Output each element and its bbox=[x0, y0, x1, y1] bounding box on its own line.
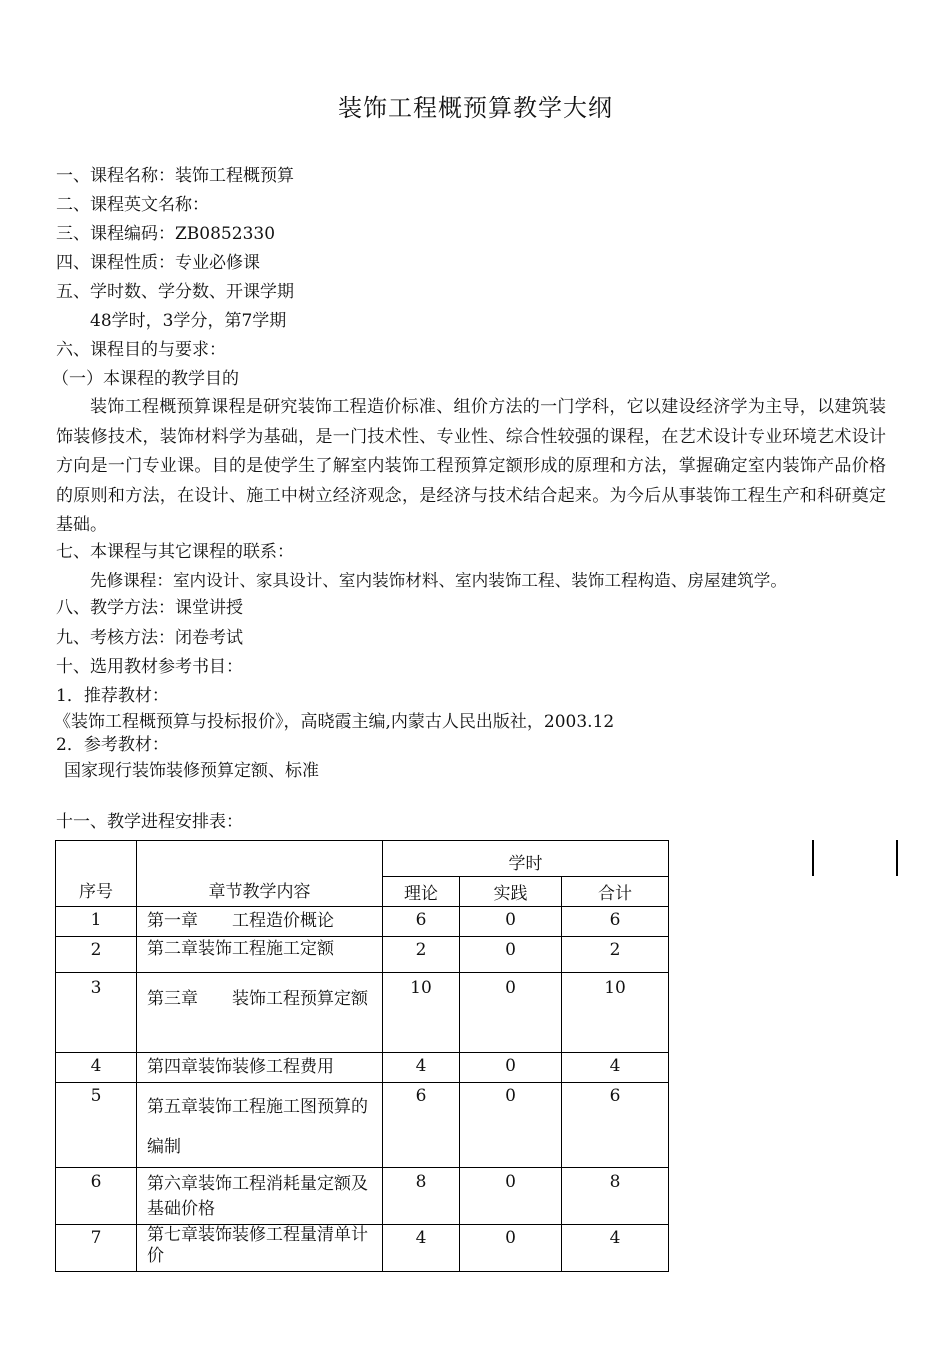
table-header-row bbox=[56, 841, 669, 877]
schedule-heading: 十一、教学进程安排表： bbox=[56, 812, 243, 832]
row-content: 第七章装饰装修工程量清单计价 bbox=[137, 1225, 383, 1272]
stray-border-right bbox=[896, 840, 898, 876]
row-index: 1 bbox=[56, 907, 137, 937]
stray-border-left bbox=[812, 840, 814, 876]
row-total: 6 bbox=[562, 1083, 669, 1168]
row-practice: 0 bbox=[460, 907, 562, 937]
reference-textbook: 国家现行装饰装修预算定额、标准 bbox=[64, 761, 319, 781]
row-theory: 4 bbox=[383, 1053, 460, 1083]
row-practice: 0 bbox=[460, 1053, 562, 1083]
row-content: 第四章装饰装修工程费用 bbox=[137, 1053, 383, 1083]
row-practice: 0 bbox=[460, 1225, 562, 1272]
header-total: 合计 bbox=[562, 877, 669, 907]
table-row bbox=[56, 1083, 669, 1168]
row-total: 2 bbox=[562, 937, 669, 973]
course-code-line: 三、课程编码：ZB0852330 bbox=[56, 224, 276, 244]
header-hours: 学时 bbox=[383, 841, 669, 877]
row-content: 第六章装饰工程消耗量定额及基础价格 bbox=[137, 1168, 383, 1225]
table-row bbox=[56, 1168, 669, 1225]
row-content: 第一章 工程造价概论 bbox=[137, 907, 383, 937]
row-practice: 0 bbox=[460, 973, 562, 1053]
course-name-line: 一、课程名称：装饰工程概预算 bbox=[56, 166, 294, 186]
teaching-schedule-table bbox=[55, 840, 669, 1272]
recommended-textbook-heading: 1．推荐教材： bbox=[56, 686, 169, 706]
credit-hours-heading: 五、学时数、学分数、开课学期 bbox=[56, 282, 294, 302]
row-total: 8 bbox=[562, 1168, 669, 1225]
reference-textbook-heading: 2．参考教材： bbox=[56, 735, 169, 755]
row-theory: 8 bbox=[383, 1168, 460, 1225]
row-total: 4 bbox=[562, 1225, 669, 1272]
row-total: 10 bbox=[562, 973, 669, 1053]
row-index: 5 bbox=[56, 1083, 137, 1168]
credit-hours-value: 48学时，3学分，第7学期 bbox=[90, 311, 287, 331]
header-content: 章节教学内容 bbox=[137, 841, 383, 907]
table-row bbox=[56, 937, 669, 973]
row-theory: 6 bbox=[383, 1083, 460, 1168]
row-total: 4 bbox=[562, 1053, 669, 1083]
row-index: 2 bbox=[56, 937, 137, 973]
table-row bbox=[56, 1225, 669, 1272]
page-title: 装饰工程概预算教学大纲 bbox=[338, 94, 613, 122]
purpose-heading: 六、课程目的与要求： bbox=[56, 340, 226, 360]
header-theory: 理论 bbox=[383, 877, 460, 907]
header-practice: 实践 bbox=[460, 877, 562, 907]
table-row bbox=[56, 907, 669, 937]
row-theory: 6 bbox=[383, 907, 460, 937]
row-index: 7 bbox=[56, 1225, 137, 1272]
row-index: 3 bbox=[56, 973, 137, 1053]
row-index: 6 bbox=[56, 1168, 137, 1225]
row-practice: 0 bbox=[460, 1083, 562, 1168]
course-relation-heading: 七、本课程与其它课程的联系： bbox=[56, 542, 294, 562]
row-theory: 4 bbox=[383, 1225, 460, 1272]
textbook-heading: 十、选用教材参考书目： bbox=[56, 657, 243, 677]
header-index: 序号 bbox=[56, 841, 137, 907]
course-english-name-line: 二、课程英文名称： bbox=[56, 195, 209, 215]
row-index: 4 bbox=[56, 1053, 137, 1083]
recommended-textbook: 《装饰工程概预算与投标报价》，高晓霞主编,内蒙古人民出版社，2003.12 bbox=[54, 712, 615, 732]
row-theory: 2 bbox=[383, 937, 460, 973]
table-row bbox=[56, 1053, 669, 1083]
teaching-method-line: 八、教学方法：课堂讲授 bbox=[56, 598, 243, 618]
row-practice: 0 bbox=[460, 937, 562, 973]
teaching-purpose-paragraph: 装饰工程概预算课程是研究装饰工程造价标准、组价方法的一门学科，它以建设经济学为主导，以建筑装饰装修技术，装饰材料学为基础，是一门技术性、专业性、综合性较强的课程，在艺术设计专业环境艺术设计方向是一门专业课。目的是使学生了解室内装饰工程预算定额形成的原理和方法，掌握确定室内装饰产品价格的原则和方法，在设计、施工中树立经济观念，是经济与技术结合起来。为今后从事装饰工程生产和科研奠定基础。 bbox=[56, 397, 886, 535]
row-content: 第五章装饰工程施工图预算的编制 bbox=[137, 1083, 383, 1168]
row-content: 第二章装饰工程施工定额 bbox=[137, 937, 383, 973]
row-total: 6 bbox=[562, 907, 669, 937]
course-nature-line: 四、课程性质：专业必修课 bbox=[56, 253, 260, 273]
table-row bbox=[56, 973, 669, 1053]
prerequisite-courses: 先修课程：室内设计、家具设计、室内装饰材料、室内装饰工程、装饰工程构造、房屋建筑学。 bbox=[90, 571, 787, 590]
teaching-purpose-subheading: （一）本课程的教学目的 bbox=[52, 369, 239, 389]
row-theory: 10 bbox=[383, 973, 460, 1053]
row-practice: 0 bbox=[460, 1168, 562, 1225]
assessment-method-line: 九、考核方法：闭卷考试 bbox=[56, 628, 243, 648]
row-content: 第三章 装饰工程预算定额 bbox=[137, 973, 383, 1053]
